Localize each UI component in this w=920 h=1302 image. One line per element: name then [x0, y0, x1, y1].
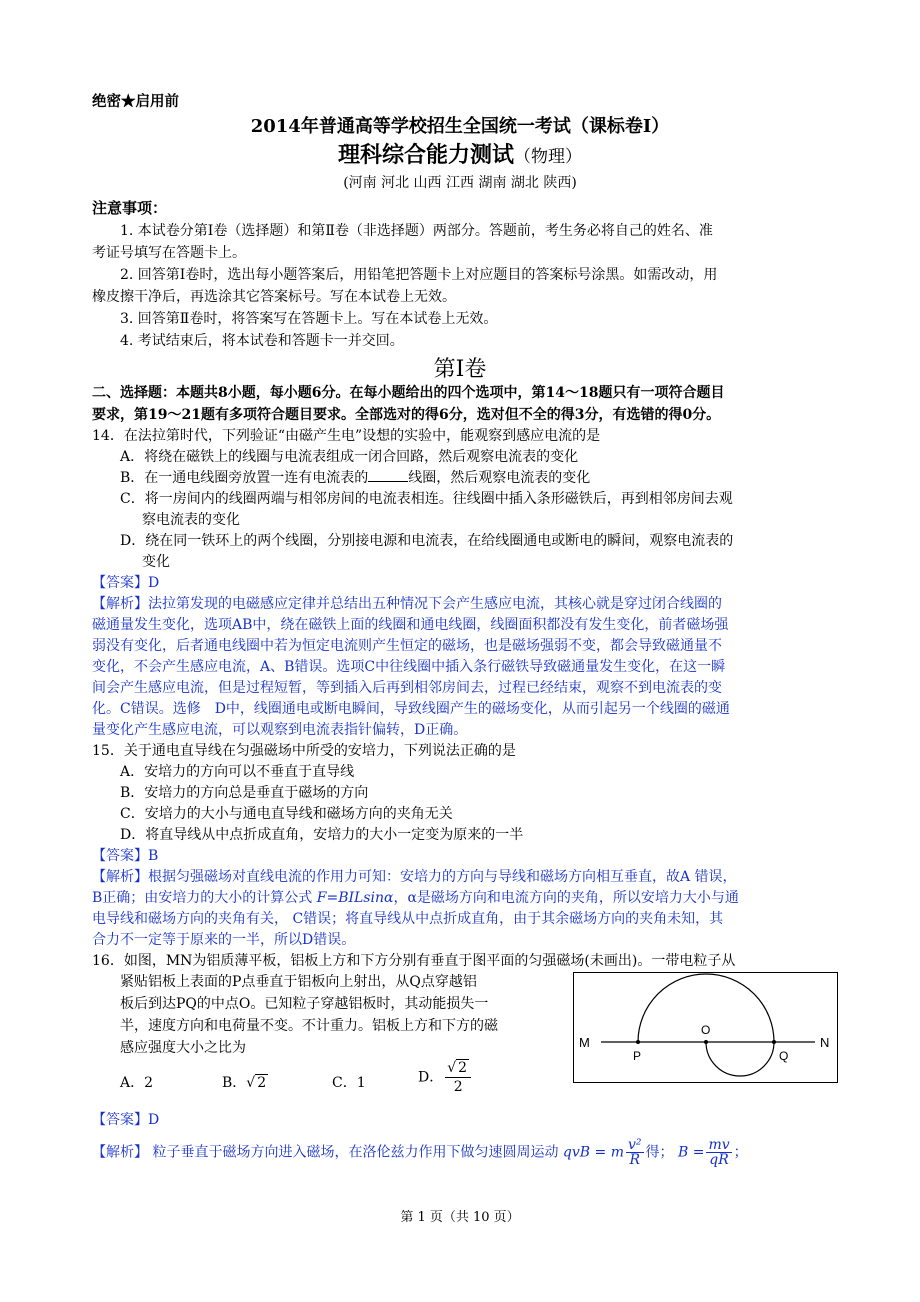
explanation-line: 量变化产生感应电流，可以观察到电流表指针偏转，D正确。 [92, 722, 468, 738]
label-m: M [579, 1035, 590, 1050]
answer-label: 【答案】 [92, 848, 148, 864]
q15-stem: 15．关于通电直导线在匀强磁场中所受的安培力，下列说法正确的是 [92, 743, 516, 759]
q16-option-c: C．1 [332, 1075, 366, 1091]
fill-blank [368, 469, 408, 482]
q14-option-b-post: 线圈，然后观察电流表的变化 [408, 470, 591, 486]
note-line: 3. 回答第Ⅱ卷时，将答案写在答题卡上。写在本试卷上无效。 [120, 311, 498, 327]
fraction-denominator: qR [709, 1152, 729, 1168]
note-line: 2. 回答第Ⅰ卷时，选出每小题答案后，用铅笔把答题卡上对应题目的答案标号涂黑。如需改动，用 [120, 267, 718, 283]
label-p: P [633, 1049, 642, 1063]
fraction-numerator: mv [708, 1137, 730, 1153]
explanation-label: 【解析】 [92, 596, 148, 612]
label-o: O [701, 1023, 711, 1037]
explanation-line: 化。C错误。选修 D中，线圈通电或断电瞬间，导致线圈产生的磁场变化，从而引起另一个线圈的磁通 [92, 701, 730, 717]
provinces: (河南 河北 山西 江西 湖南 湖北 陕西) [343, 175, 577, 191]
explanation-line: 变化，不会产生感应电流，A、B错误。选项C中往线圈中插入条行磁铁导致磁通量发生变化，在这一瞬 [92, 659, 726, 675]
explanation-text: 得； [645, 1144, 674, 1161]
fraction-numerator: v² [627, 1137, 642, 1153]
notes-heading: 注意事项： [92, 199, 168, 217]
exam-title: 2014年普通高等学校招生全国统一考试（课标卷I） [250, 116, 670, 137]
sqrt-symbol: √ 2 [447, 1060, 468, 1076]
fraction-numerator [445, 1059, 471, 1078]
fraction-denominator: 2 [453, 1079, 463, 1095]
point-o-dot [704, 1040, 708, 1044]
q16-stem-cont: 半，速度方向和电荷量不变。不计重力。铝板上方和下方的磁 [120, 1018, 498, 1034]
subtitle-main: 理科综合能力测试 [337, 142, 514, 168]
explanation-line: 电导线和磁场方向的夹角有关， C错误；将直导线从中点折成直角，由于其余磁场方向的夹角未知，其 [92, 911, 724, 927]
answer-label: 【答案】 [92, 1112, 148, 1128]
q14-answer [92, 573, 159, 593]
answer-value: B [148, 848, 159, 864]
page-footer: 第 1 页（共 10 页） [400, 1210, 520, 1225]
q14-option-d: D．绕在同一铁环上的两个线圈，分别接电源和电流表，在给线圈通电或断电的瞬间，观察电流表的 [120, 533, 734, 549]
section-instructions: 要求，第19～21题有多项符合题目要求。全部选对的得6分，选对但不全的得3分，有选错的得0分。 [92, 407, 721, 423]
fraction [445, 1059, 471, 1096]
explanation-line [92, 888, 739, 908]
q16-option-a: A．2 [120, 1075, 154, 1091]
q16-option-d [418, 1059, 473, 1096]
option-label: D． [418, 1069, 444, 1086]
note-line: 考证号填写在答题卡上。 [92, 245, 246, 261]
q14-option-c-cont: 察电流表的变化 [142, 512, 240, 528]
explanation-text: 粒子垂直于磁场方向进入磁场，在洛伦兹力作用下做匀速圆周运动 [148, 1144, 559, 1161]
q14-explanation [92, 594, 722, 614]
q14-option-d-cont: 变化 [142, 554, 170, 570]
q15-option-a: A．安培力的方向可以不垂直于直导线 [120, 764, 355, 780]
explanation-label: 【解析】 [92, 869, 148, 885]
answer-label: 【答案】 [92, 575, 148, 591]
q14-option-b-pre: B．在一通电线圈旁放置一连有电流表的 [120, 470, 369, 486]
formula-lhs: qvB = m [562, 1144, 624, 1161]
q15-option-b: B．安培力的方向总是垂直于磁场的方向 [120, 785, 369, 801]
q16-option-b [222, 1073, 268, 1093]
q16-stem: 16．如图，MN为铝质薄平板，铝板上方和下方分别有垂直于图平面的匀强磁场(未画出)。一带电粒子从 [92, 953, 736, 969]
q14-option-b [120, 468, 590, 488]
explanation-line: 弱没有变化，后者通电线圈中若为恒定电流则产生恒定的磁场，也是磁场强弱不变，都会导致磁通量不 [92, 638, 722, 654]
note-line: 4. 考试结束后，将本试卷和答题卡一并交回。 [120, 333, 404, 349]
note-line: 1. 本试卷分第Ⅰ卷（选择题）和第Ⅱ卷（非选择题）两部分。答题前，考生务必将自己的姓名、准 [120, 223, 713, 239]
q16-figure [573, 972, 838, 1084]
ampere-force-formula: F=BILsinα [316, 890, 394, 906]
q16-stem-cont: 感应强度大小之比为 [120, 1040, 246, 1056]
explanation-line: 磁通量发生变化，选项AB中，绕在磁铁上面的线圈和通电线圈，线圈面积都没有发生变化，前者磁场强 [92, 617, 729, 633]
radicand: 2 [257, 1075, 267, 1091]
exam-subtitle [0, 138, 920, 169]
explanation-line: 法拉第发现的电磁感应定律并总结出五种情况下会产生感应电流，其核心就是穿过闭合线圈的 [148, 596, 722, 612]
explanation-text: ； [733, 1144, 748, 1161]
explanation-text: B正确；由安培力的大小的计算公式 [92, 890, 317, 906]
q14-option-a: A．将绕在磁铁上的线圈与电流表组成一闭合回路，然后观察电流表的变化 [120, 449, 579, 465]
formula-fraction [706, 1138, 731, 1167]
point-q-dot [772, 1040, 776, 1044]
section-title: 第Ⅰ卷 [433, 357, 487, 382]
q16-stem-cont: 紧贴铝板上表面的P点垂直于铝板向上射出，从Q点穿越铝 [120, 974, 477, 990]
explanation-line: 合力不一定等于原来的一半，所以D错误。 [92, 932, 356, 948]
q16-explanation [92, 1138, 748, 1167]
answer-value: D [148, 575, 160, 591]
formula-lhs: B = [677, 1144, 705, 1161]
formula-fraction [626, 1138, 644, 1167]
fraction-denominator: R [629, 1152, 641, 1168]
q15-option-d: D．将直导线从中点折成直角，安培力的大小一定变为原来的一半 [120, 827, 524, 843]
q15-option-c: C．安培力的大小与通电直导线和磁场方向的夹角无关 [120, 806, 453, 822]
radicand: 2 [458, 1060, 468, 1076]
explanation-line: 根据匀强磁场对直线电流的作用力可知：安培力的方向与导线和磁场方向相互垂直，故A 错误， [148, 869, 737, 885]
point-p-dot [636, 1040, 640, 1044]
label-q: Q [779, 1049, 789, 1063]
q15-answer [92, 846, 158, 866]
q16-stem-cont: 板后到达PQ的中点O。已知粒子穿越铝板时，其动能损失一 [120, 996, 489, 1012]
sqrt-symbol: √ 2 [246, 1075, 267, 1091]
section-instructions: 二、选择题：本题共8小题，每小题6分。在每小题给出的四个选项中，第14～18题只有一项符合题目 [92, 385, 725, 401]
explanation-label: 【解析】 [92, 1144, 148, 1161]
explanation-text: ，α是磁场方向和电流方向的夹角，所以安培力大小与通 [393, 890, 739, 906]
label-n: N [820, 1035, 830, 1050]
q14-stem: 14．在法拉第时代，下列验证“由磁产生电”设想的实验中，能观察到感应电流的是 [92, 428, 601, 444]
q15-explanation [92, 867, 737, 887]
answer-value: D [148, 1112, 160, 1128]
option-label: B． [222, 1075, 247, 1091]
explanation-line: 间会产生感应电流，但是过程短暂，等到插入后再到相邻房间去，过程已经结束，观察不到电流表的变 [92, 680, 722, 696]
q14-option-c: C．将一房间内的线圈两端与相邻房间的电流表相连。往线圈中插入条形磁铁后，再到相邻房间去观 [120, 491, 733, 507]
confidential-label: 绝密★启用前 [92, 93, 179, 110]
note-line: 橡皮擦干净后，再选涂其它答案标号。写在本试卷上无效。 [92, 289, 456, 305]
subtitle-sub: （物理） [514, 147, 582, 167]
q16-answer [92, 1110, 159, 1130]
lower-arc-path [706, 1042, 774, 1076]
